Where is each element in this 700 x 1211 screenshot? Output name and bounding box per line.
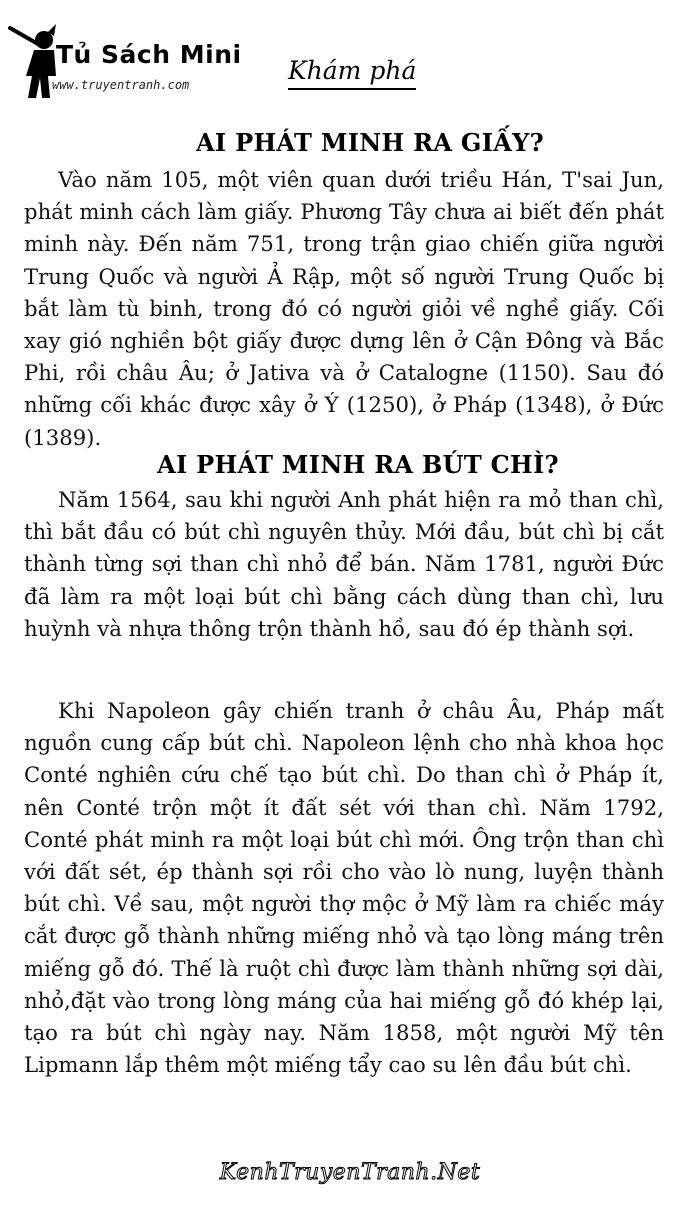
- ninja-figure-icon: [8, 14, 58, 102]
- watermark: KenhTruyenTranh.Net: [219, 1160, 481, 1185]
- site-logo: [8, 14, 242, 104]
- paragraph-pencil-1: Năm 1564, sau khi người Anh phát hiện ra mỏ than chì, thì bắt đầu có bút chì nguyên thủy. Mới đầu, bút chì bị cắt thành từng sợi than chì nhỏ để bán. Năm 1781, người Đức đã làm ra một loại bút chì bằng cách dùng than chì, lưu huỳnh và nhựa thông trộn thành hồ, sau đó ép thành sợi.: [24, 487, 664, 641]
- logo-url: www.truyentranh.com: [52, 78, 190, 92]
- section-heading-paper: AI PHÁT MINH RA GIẤY?: [196, 128, 544, 157]
- paragraph-pencil-2: Khi Napoleon gây chiến tranh ở châu Âu, Pháp mất nguồn cung cấp bút chì. Napoleon lệnh cho nhà khoa học Conté nghiên cứu chế tạo bút chì. Do than chì ở Pháp ít, nên Conté trộn một ít đất sét với than chì. Năm 1792, Conté phát minh ra một loại bút chì mới. Ông trộn than chì với đất sét, ép thành sợi rồi cho vào lò nung, luyện thành bút chì. Về sau, một người thợ mộc ở Mỹ làm ra chiếc máy cắt được gỗ thành những miếng nhỏ và tạo lòng máng trên miếng gỗ đó. Thế là ruột chì được làm thành những sợi dài, nhỏ,đặt vào trong lòng máng của hai miếng gỗ đó khép lại, tạo ra bút chì ngày nay. Năm 1858, một người Mỹ tên Lipmann lắp thêm một miếng tẩy cao su lên đầu bút chì.: [24, 698, 664, 1078]
- section-heading-pencil: AI PHÁT MINH RA BÚT CHÌ?: [157, 450, 559, 479]
- category-label: Khám phá: [288, 56, 416, 90]
- logo-title: Tủ Sách Mini: [56, 40, 242, 69]
- paragraph-paper: Vào năm 105, một viên quan dưới triều Hán, T'sai Jun, phát minh cách làm giấy. Phương Tây chưa ai biết đến phát minh này. Đến năm 751, trong trận giao chiến giữa người Trung Quốc và người Ả Rập, một số người Trung Quốc bị bắt làm tù binh, trong đó có người giỏi về nghề giấy. Cối xay gió nghiền bột giấy được dựng lên ở Cận Đông và Bắc Phi, rồi châu Âu; ở Jativa và ở Catalogne (1150). Sau đó những cối khác được xây ở Ý (1250), ở Pháp (1348), ở Đức (1389).: [24, 167, 664, 450]
